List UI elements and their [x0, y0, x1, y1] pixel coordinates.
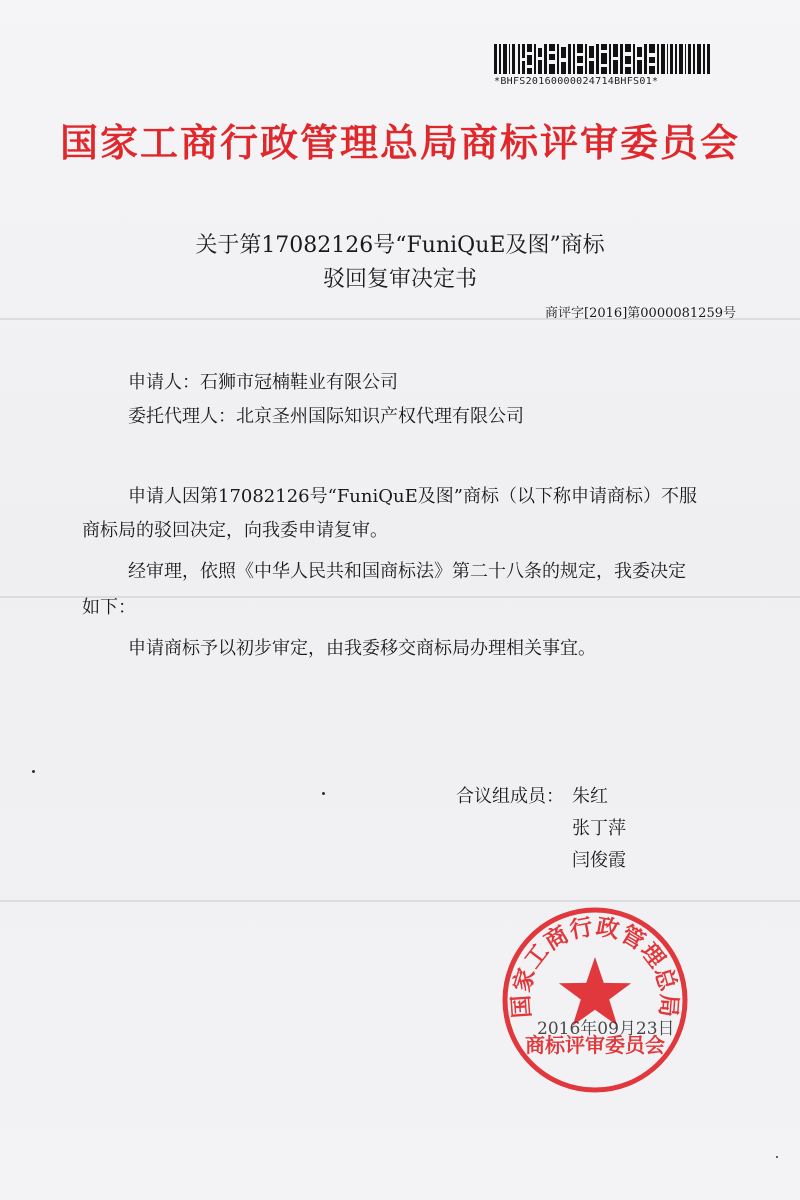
paragraph-1-line-2: 商标局的驳回决定，向我委申请复审。 [82, 520, 388, 541]
reference-number: 商评字[2016]第0000081259号 [545, 306, 736, 321]
document-title-line1: 关于第17082126号“FuniQuE及图”商标 [195, 233, 605, 258]
applicant-line [128, 368, 398, 394]
paragraph-1-line-1: 申请人因第17082126号“FuniQuE及图”商标（以下称申请商标）不服 [128, 486, 697, 507]
panel-members-label: 合议组成员： [456, 786, 564, 807]
organization-header: 国家工商行政管理总局商标评审委员会 [59, 121, 740, 165]
official-seal [500, 905, 690, 1095]
decision-date: 2016年09月23日 [537, 1019, 675, 1039]
panel-member: 朱红 [572, 786, 608, 807]
agent-line [128, 402, 524, 428]
agent-name: 北京圣州国际知识产权代理有限公司 [236, 406, 524, 427]
barcode-icon [494, 44, 710, 74]
applicant-name: 石狮市冠楠鞋业有限公司 [200, 372, 398, 393]
applicant-label: 申请人： [128, 372, 200, 393]
agent-label: 委托代理人： [128, 406, 236, 427]
scan-speck [322, 792, 325, 795]
barcode-number: *BHFS20160000024714BHFS01* [494, 76, 659, 87]
paragraph-2-line-1: 经审理，依照《中华人民共和国商标法》第二十八条的规定，我委决定 [128, 561, 686, 582]
paper-fold-line [0, 900, 800, 902]
document-title-line2: 驳回复审决定书 [322, 267, 477, 292]
panel-member: 张丁萍 [572, 818, 626, 839]
paragraph-2-line-2: 如下： [82, 597, 136, 618]
paragraph-3: 申请商标予以初步审定，由我委移交商标局办理相关事宜。 [128, 638, 596, 659]
scan-speck [776, 1156, 778, 1158]
panel-member: 闫俊霞 [572, 850, 626, 871]
scan-speck [32, 770, 35, 773]
seal-bottom-text: 商标评审委员会 [525, 1033, 665, 1057]
seal-arc-text: 国家工商行政管理总局 [508, 914, 682, 1019]
